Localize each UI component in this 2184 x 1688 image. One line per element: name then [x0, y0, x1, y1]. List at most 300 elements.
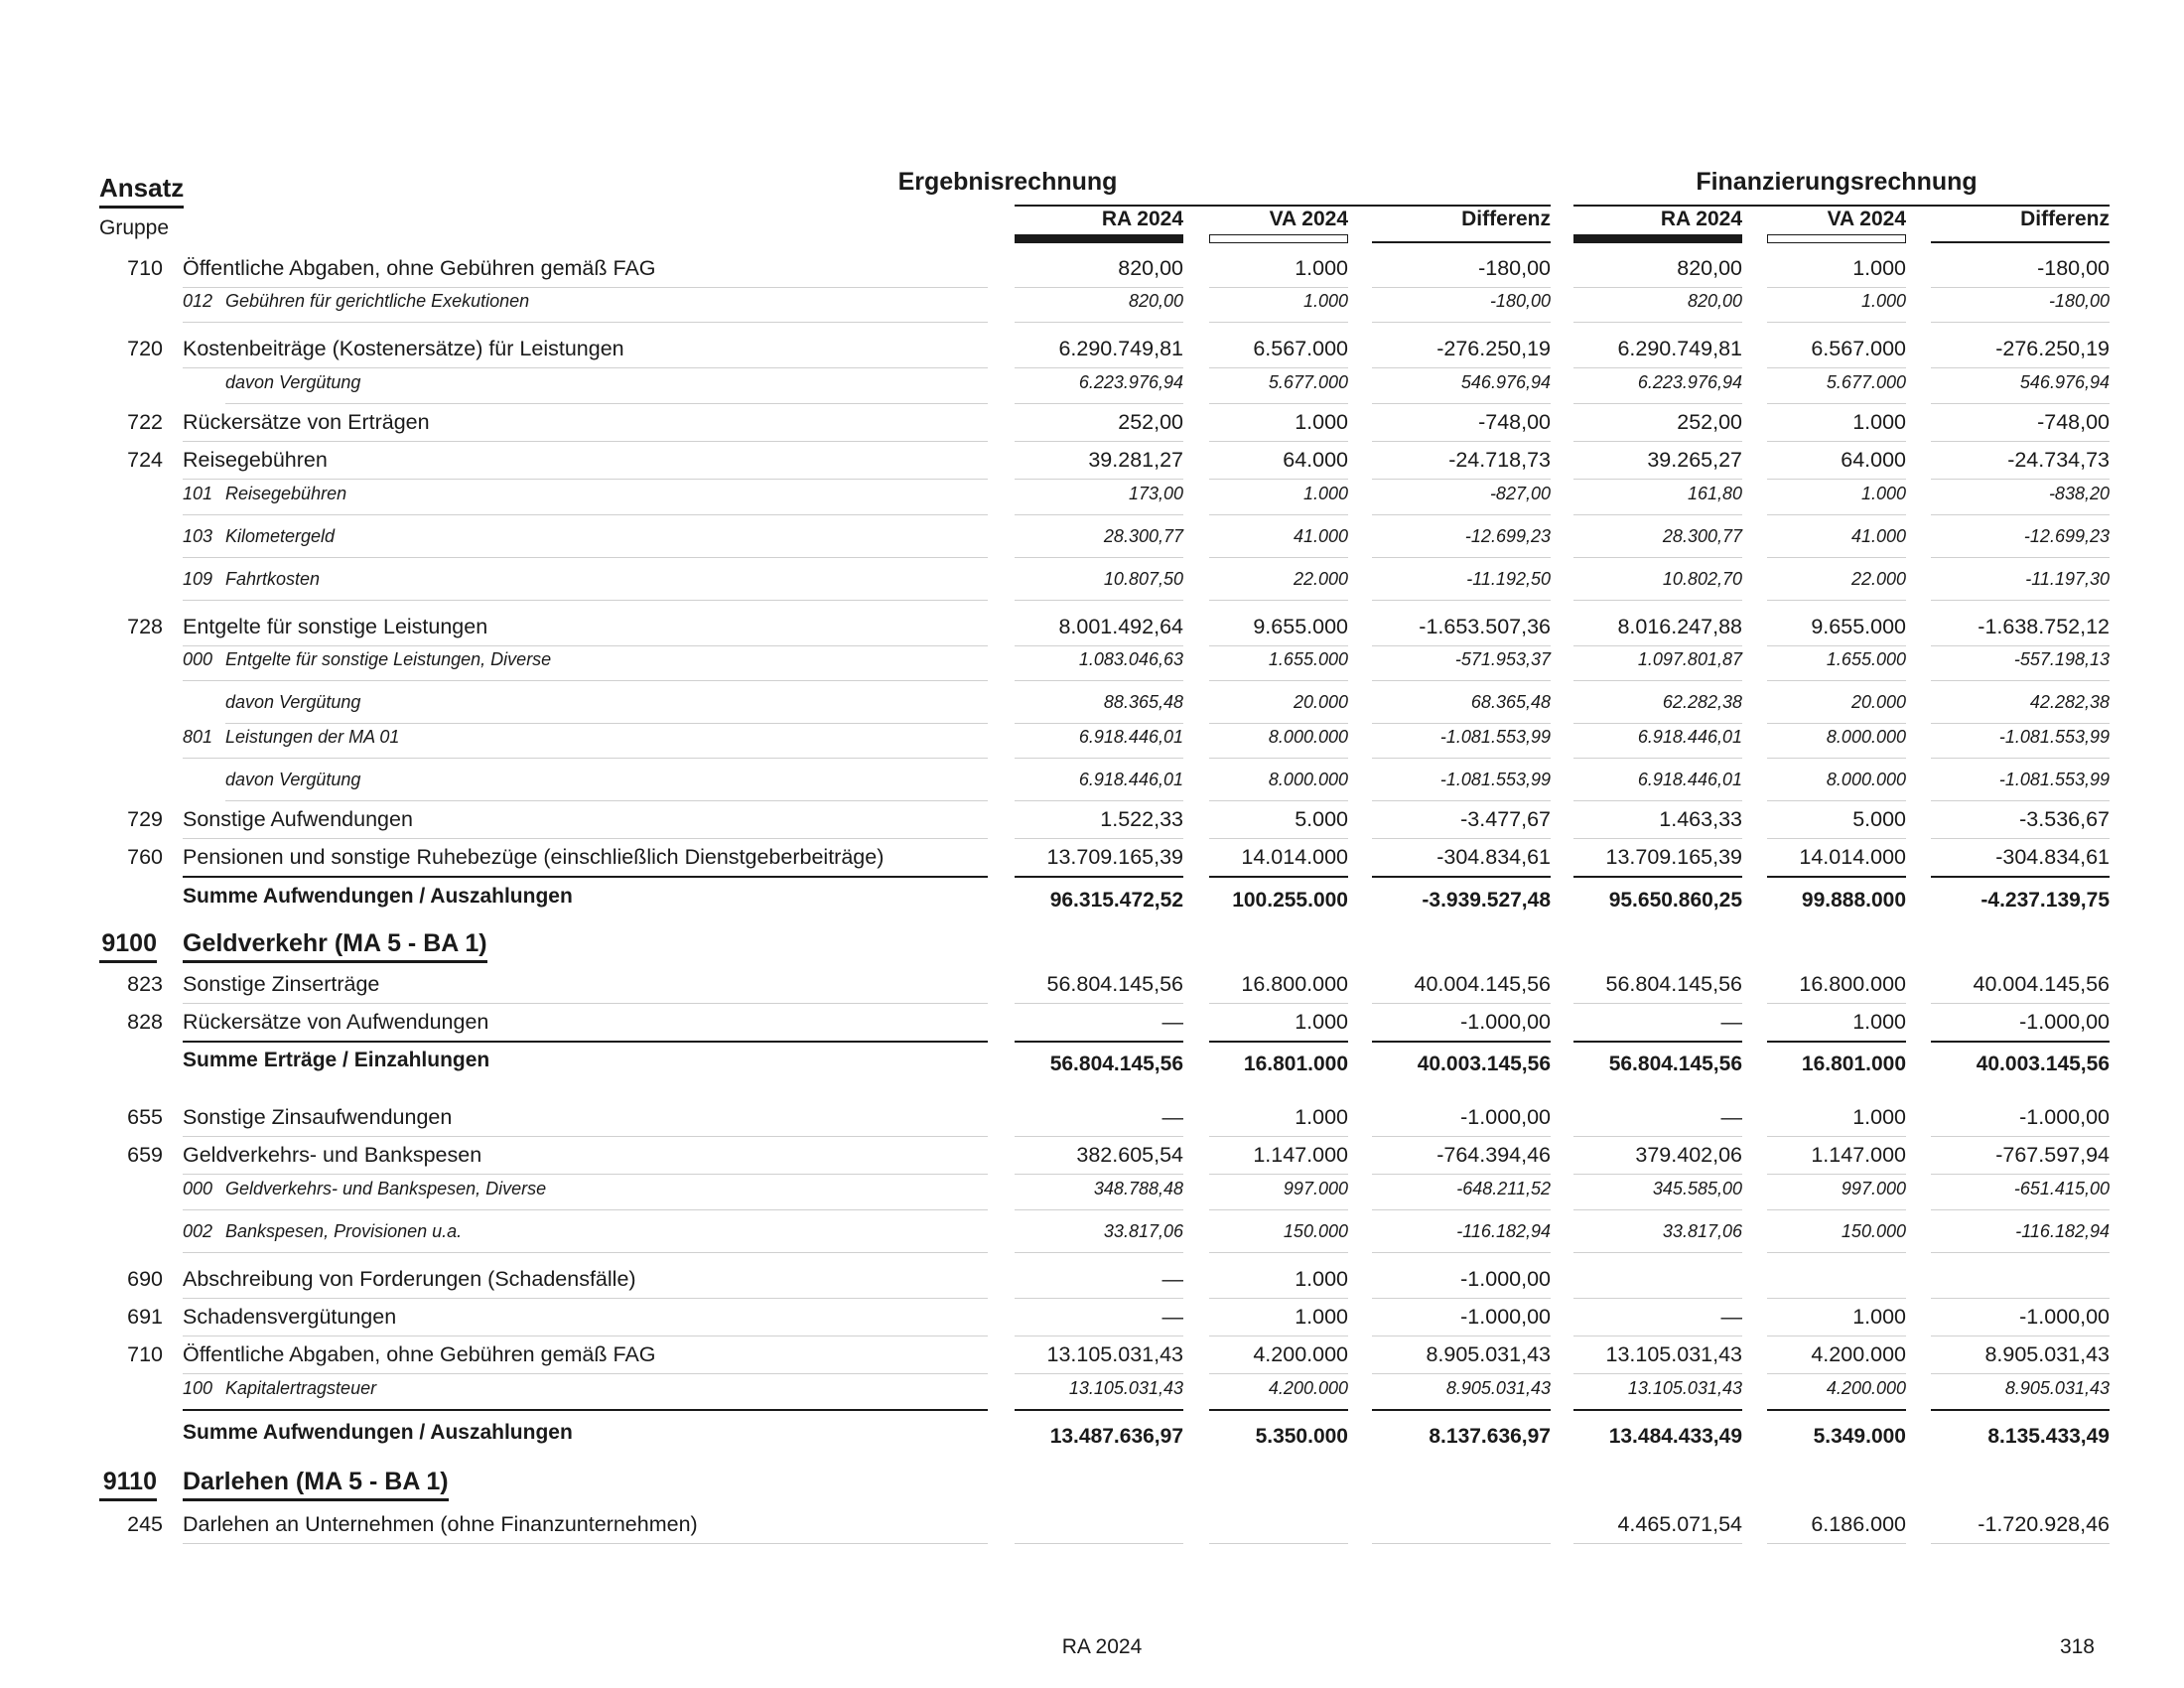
value-cell: 28.300,77: [1103, 526, 1183, 546]
value-cell: 1.000: [1302, 484, 1348, 503]
cell-rule: [1931, 876, 2110, 878]
cell-rule: [1767, 1041, 1906, 1043]
row-rule-thick: [183, 1041, 988, 1043]
cell-rule: [1209, 645, 1348, 646]
cell-rule: [1015, 680, 1183, 681]
cell-rule: [1372, 1174, 1551, 1175]
row-code: 245: [127, 1512, 163, 1536]
value-cell: 64.000: [1841, 448, 1906, 472]
row-rule: [183, 514, 988, 515]
cell-rule: [1372, 322, 1551, 323]
cell-rule: [1015, 800, 1183, 801]
value-cell: 820,00: [1118, 256, 1183, 280]
cell-rule: [1767, 800, 1906, 801]
cell-rule: [1767, 441, 1906, 442]
value-cell: 4.200.000: [1268, 1378, 1348, 1398]
value-cell: -180,00: [2037, 256, 2110, 280]
cell-rule: [1573, 1174, 1742, 1175]
cell-rule: [1015, 441, 1183, 442]
cell-rule: [1209, 1298, 1348, 1299]
value-cell: 13.105.031,43: [1068, 1378, 1183, 1398]
value-cell: -180,00: [1478, 256, 1551, 280]
cell-rule: [1573, 322, 1742, 323]
value-cell: -767.597,94: [1995, 1143, 2110, 1167]
value-cell: —: [1161, 1305, 1183, 1329]
cell-rule: [1767, 322, 1906, 323]
value-cell: 4.200.000: [1826, 1378, 1906, 1398]
cell-rule: [1573, 1041, 1742, 1043]
row-rule: [225, 403, 988, 404]
value-cell: 68.365,48: [1470, 692, 1551, 712]
col-header-ra-2024-e: RA 2024: [1101, 208, 1183, 230]
value-cell: 13.484.433,49: [1608, 1425, 1742, 1448]
section-number: 9100: [99, 929, 157, 963]
row-code: 823: [127, 972, 163, 996]
cell-rule: [1372, 479, 1551, 480]
cell-rule: [1931, 1409, 2110, 1411]
column-header-ansatz: Ansatz: [99, 173, 184, 209]
value-cell: 1.000: [1295, 1010, 1348, 1034]
row-label: Summe Erträge / Einzahlungen: [183, 1049, 490, 1071]
value-cell: -116.182,94: [1456, 1221, 1551, 1241]
row-label: Öffentliche Abgaben, ohne Gebühren gemäß FAG: [183, 256, 656, 280]
cell-rule: [1015, 322, 1183, 323]
value-cell: 14.014.000: [1241, 845, 1348, 869]
row-subcode: 012: [183, 291, 213, 311]
value-cell: 88.365,48: [1103, 692, 1183, 712]
row-label: Reisegebühren: [225, 484, 347, 503]
cell-rule: [1573, 403, 1742, 404]
cell-rule: [1767, 403, 1906, 404]
value-cell: -116.182,94: [2015, 1221, 2110, 1241]
cell-rule: [1209, 1543, 1348, 1544]
value-cell: 5.350.000: [1255, 1425, 1348, 1448]
row-label: Rückersätze von Erträgen: [183, 410, 430, 434]
value-cell: -1.000,00: [1460, 1010, 1551, 1034]
cell-rule: [1015, 557, 1183, 558]
cell-rule: [1573, 1298, 1742, 1299]
cell-rule: [1209, 800, 1348, 801]
value-cell: 1.000: [1852, 256, 1906, 280]
cell-rule: [1931, 1209, 2110, 1210]
value-cell: 9.655.000: [1253, 615, 1348, 638]
row-code: 722: [127, 410, 163, 434]
value-cell: 1.000: [1295, 1305, 1348, 1329]
cell-rule: [1573, 441, 1742, 442]
value-cell: -3.939.527,48: [1422, 889, 1551, 912]
value-cell: 28.300,77: [1662, 526, 1742, 546]
value-cell: 39.265,27: [1647, 448, 1742, 472]
value-cell: 8.905.031,43: [1984, 1342, 2110, 1366]
value-cell: -571.953,37: [1454, 649, 1551, 669]
cell-rule: [1372, 1373, 1551, 1374]
col-header-va-2024-f: VA 2024: [1827, 208, 1906, 230]
value-cell: -3.477,67: [1460, 807, 1551, 831]
cell-rule: [1573, 479, 1742, 480]
value-cell: -180,00: [1489, 291, 1551, 311]
cell-rule: [1372, 287, 1551, 288]
value-cell: 6.186.000: [1811, 1512, 1906, 1536]
value-cell: -1.000,00: [1460, 1105, 1551, 1129]
cell-rule: [1209, 1136, 1348, 1137]
value-cell: -748,00: [1478, 410, 1551, 434]
value-cell: -304.834,61: [1436, 845, 1551, 869]
row-rule: [183, 1373, 988, 1374]
value-cell: 1.147.000: [1811, 1143, 1906, 1167]
value-cell: 1.000: [1302, 291, 1348, 311]
cell-rule: [1372, 441, 1551, 442]
value-cell: 13.709.165,39: [1605, 845, 1742, 869]
row-label: Leistungen der MA 01: [225, 727, 400, 747]
value-cell: 1.000: [1852, 1305, 1906, 1329]
cell-rule: [1573, 600, 1742, 601]
value-cell: -1.081.553,99: [1998, 727, 2110, 747]
cell-rule: [1931, 1298, 2110, 1299]
row-label: Sonstige Aufwendungen: [183, 807, 413, 831]
cell-rule: [1931, 1041, 2110, 1043]
value-cell: —: [1161, 1267, 1183, 1291]
cell-rule: [1767, 1209, 1906, 1210]
cell-rule: [1767, 1174, 1906, 1175]
cell-rule: [1372, 838, 1551, 839]
cell-rule: [1931, 1373, 2110, 1374]
cell-rule: [1573, 1003, 1742, 1004]
cell-rule: [1015, 876, 1183, 878]
value-cell: —: [1720, 1010, 1742, 1034]
cell-rule: [1767, 1373, 1906, 1374]
row-rule: [183, 600, 988, 601]
cell-rule: [1931, 1136, 2110, 1137]
cell-rule: [1209, 758, 1348, 759]
row-code: 710: [127, 1342, 163, 1366]
cell-rule: [1573, 758, 1742, 759]
cell-rule: [1372, 1003, 1551, 1004]
value-cell: 33.817,06: [1103, 1221, 1183, 1241]
legend-bar-ra-e: [1015, 234, 1183, 243]
cell-rule: [1767, 1136, 1906, 1137]
row-code: 655: [127, 1105, 163, 1129]
cell-rule: [1931, 287, 2110, 288]
cell-rule: [1767, 680, 1906, 681]
row-rule-thick: [183, 1409, 988, 1411]
value-cell: -764.394,46: [1436, 1143, 1551, 1167]
row-rule: [183, 479, 988, 480]
col-header-va-2024-e: VA 2024: [1269, 208, 1348, 230]
legend-line-diff-f: [1931, 241, 2110, 243]
value-cell: 6.223.976,94: [1078, 372, 1183, 392]
value-cell: 820,00: [1677, 256, 1742, 280]
cell-rule: [1015, 1543, 1183, 1544]
cell-rule: [1015, 600, 1183, 601]
cell-rule: [1372, 800, 1551, 801]
legend-line-diff-e: [1372, 241, 1551, 243]
value-cell: 13.487.636,97: [1049, 1425, 1183, 1448]
value-cell: -24.734,73: [2007, 448, 2110, 472]
value-cell: 56.804.145,56: [1049, 1053, 1183, 1075]
row-subcode: 101: [183, 484, 213, 503]
value-cell: 4.200.000: [1811, 1342, 1906, 1366]
value-cell: 13.105.031,43: [1605, 1342, 1742, 1366]
value-cell: 150.000: [1841, 1221, 1906, 1241]
cell-rule: [1372, 1543, 1551, 1544]
value-cell: 6.223.976,94: [1637, 372, 1742, 392]
value-cell: -1.081.553,99: [1439, 770, 1551, 789]
value-cell: -276.250,19: [1436, 337, 1551, 360]
row-rule: [183, 1003, 988, 1004]
cell-rule: [1209, 876, 1348, 878]
cell-rule: [1931, 1174, 2110, 1175]
value-cell: 6.918.446,01: [1078, 727, 1183, 747]
value-cell: 95.650.860,25: [1608, 889, 1742, 912]
cell-rule: [1573, 1252, 1742, 1253]
value-cell: 8.000.000: [1268, 727, 1348, 747]
row-rule: [183, 758, 988, 759]
value-cell: 348.788,48: [1093, 1179, 1183, 1198]
cell-rule: [1372, 367, 1551, 368]
value-cell: 8.135.433,49: [1987, 1425, 2110, 1448]
cell-rule: [1931, 1003, 2110, 1004]
cell-rule: [1767, 1409, 1906, 1411]
value-cell: 5.677.000: [1268, 372, 1348, 392]
group-title-finanzierungsrechnung: Finanzierungsrechnung: [1696, 168, 1978, 196]
value-cell: -1.638.752,12: [1978, 615, 2110, 638]
value-cell: -11.192,50: [1466, 569, 1551, 589]
section-title: Geldverkehr (MA 5 - BA 1): [183, 929, 487, 963]
value-cell: 20.000: [1850, 692, 1906, 712]
row-label: Entgelte für sonstige Leistungen: [183, 615, 488, 638]
value-cell: -838,20: [2048, 484, 2110, 503]
value-cell: 9.655.000: [1811, 615, 1906, 638]
value-cell: 41.000: [1293, 526, 1348, 546]
row-rule: [183, 1136, 988, 1137]
cell-rule: [1372, 876, 1551, 878]
cell-rule: [1209, 723, 1348, 724]
section-title: Darlehen (MA 5 - BA 1): [183, 1468, 449, 1501]
cell-rule: [1767, 479, 1906, 480]
row-rule: [183, 1174, 988, 1175]
cell-rule: [1372, 600, 1551, 601]
row-label: Sonstige Zinserträge: [183, 972, 380, 996]
cell-rule: [1015, 838, 1183, 839]
value-cell: -651.415,00: [2013, 1179, 2110, 1198]
row-subcode: 103: [183, 526, 213, 546]
cell-rule: [1767, 367, 1906, 368]
section-number: 9110: [99, 1468, 157, 1501]
cell-rule: [1767, 1543, 1906, 1544]
value-cell: —: [1720, 1105, 1742, 1129]
value-cell: -12.699,23: [1464, 526, 1551, 546]
row-subcode: 109: [183, 569, 213, 589]
value-cell: 8.905.031,43: [2004, 1378, 2110, 1398]
cell-rule: [1372, 557, 1551, 558]
cell-rule: [1573, 800, 1742, 801]
cell-rule: [1573, 1409, 1742, 1411]
value-cell: -12.699,23: [2023, 526, 2110, 546]
cell-rule: [1209, 1373, 1348, 1374]
cell-rule: [1015, 1298, 1183, 1299]
value-cell: 8.001.492,64: [1058, 615, 1183, 638]
cell-rule: [1015, 1252, 1183, 1253]
row-rule: [183, 557, 988, 558]
value-cell: -276.250,19: [1995, 337, 2110, 360]
value-cell: 22.000: [1293, 569, 1348, 589]
value-cell: 13.709.165,39: [1046, 845, 1183, 869]
row-rule: [183, 838, 988, 839]
value-cell: -1.653.507,36: [1419, 615, 1551, 638]
legend-bar-ra-f: [1573, 234, 1742, 243]
row-code: 828: [127, 1010, 163, 1034]
value-cell: 1.000: [1295, 256, 1348, 280]
row-label: davon Vergütung: [225, 692, 361, 712]
row-label: davon Vergütung: [225, 372, 361, 392]
cell-rule: [1931, 758, 2110, 759]
cell-rule: [1573, 514, 1742, 515]
value-cell: -827,00: [1489, 484, 1551, 503]
cell-rule: [1209, 1409, 1348, 1411]
cell-rule: [1573, 1136, 1742, 1137]
cell-rule: [1209, 287, 1348, 288]
row-rule: [225, 723, 988, 724]
value-cell: 1.655.000: [1826, 649, 1906, 669]
value-cell: -304.834,61: [1995, 845, 2110, 869]
cell-rule: [1767, 1298, 1906, 1299]
cell-rule: [1767, 876, 1906, 878]
cell-rule: [1209, 1209, 1348, 1210]
value-cell: 6.567.000: [1811, 337, 1906, 360]
value-cell: 16.801.000: [1801, 1053, 1906, 1075]
row-label: davon Vergütung: [225, 770, 361, 789]
cell-rule: [1573, 838, 1742, 839]
value-cell: 6.290.749,81: [1617, 337, 1742, 360]
cell-rule: [1209, 367, 1348, 368]
cell-rule: [1931, 838, 2110, 839]
row-code: 659: [127, 1143, 163, 1167]
row-subcode: 000: [183, 1179, 213, 1198]
row-label: Entgelte für sonstige Leistungen, Diverse: [225, 649, 552, 669]
value-cell: 252,00: [1118, 410, 1183, 434]
cell-rule: [1372, 758, 1551, 759]
cell-rule: [1015, 1003, 1183, 1004]
cell-rule: [1573, 367, 1742, 368]
value-cell: 8.905.031,43: [1426, 1342, 1551, 1366]
value-cell: 8.000.000: [1826, 727, 1906, 747]
cell-rule: [1931, 1252, 2110, 1253]
value-cell: 820,00: [1128, 291, 1183, 311]
cell-rule: [1573, 876, 1742, 878]
value-cell: 100.255.000: [1232, 889, 1348, 912]
row-label: Kapitalertragsteuer: [225, 1378, 377, 1398]
row-rule: [183, 1209, 988, 1210]
cell-rule: [1372, 1252, 1551, 1253]
cell-rule: [1372, 723, 1551, 724]
cell-rule: [1015, 723, 1183, 724]
row-rule: [183, 1298, 988, 1299]
row-label: Öffentliche Abgaben, ohne Gebühren gemäß FAG: [183, 1342, 656, 1366]
cell-rule: [1931, 723, 2110, 724]
group-title-ergebnisrechnung: Ergebnisrechnung: [897, 168, 1118, 196]
value-cell: 40.003.145,56: [1976, 1053, 2110, 1075]
cell-rule: [1573, 723, 1742, 724]
cell-rule: [1573, 1209, 1742, 1210]
header-rule-finanzierung: [1573, 205, 2110, 207]
value-cell: 5.677.000: [1826, 372, 1906, 392]
cell-rule: [1209, 441, 1348, 442]
cell-rule: [1931, 514, 2110, 515]
value-cell: 16.800.000: [1799, 972, 1906, 996]
value-cell: 1.000: [1852, 1010, 1906, 1034]
cell-rule: [1015, 1136, 1183, 1137]
row-subcode: 801: [183, 727, 213, 747]
value-cell: 62.282,38: [1662, 692, 1742, 712]
value-cell: -1.000,00: [2019, 1105, 2110, 1129]
value-cell: 6.918.446,01: [1637, 770, 1742, 789]
cell-rule: [1767, 723, 1906, 724]
value-cell: -1.000,00: [2019, 1305, 2110, 1329]
value-cell: 382.605,54: [1076, 1143, 1183, 1167]
value-cell: 13.105.031,43: [1046, 1342, 1183, 1366]
value-cell: 20.000: [1293, 692, 1348, 712]
row-code: 724: [127, 448, 163, 472]
cell-rule: [1209, 403, 1348, 404]
value-cell: —: [1161, 1010, 1183, 1034]
cell-rule: [1573, 287, 1742, 288]
value-cell: 1.147.000: [1253, 1143, 1348, 1167]
cell-rule: [1015, 1209, 1183, 1210]
value-cell: 1.000: [1860, 484, 1906, 503]
value-cell: -648.211,52: [1456, 1179, 1551, 1198]
page-number: 318: [2059, 1635, 2095, 1658]
value-cell: 10.807,50: [1103, 569, 1183, 589]
cell-rule: [1209, 1174, 1348, 1175]
row-code: 710: [127, 256, 163, 280]
row-label: Darlehen an Unternehmen (ohne Finanzunternehmen): [183, 1512, 698, 1536]
value-cell: 96.315.472,52: [1049, 889, 1183, 912]
cell-rule: [1209, 600, 1348, 601]
value-cell: -3.536,67: [2019, 807, 2110, 831]
row-rule: [225, 800, 988, 801]
col-header-ra-2024-f: RA 2024: [1660, 208, 1742, 230]
footer-title: RA 2024: [1061, 1635, 1143, 1658]
cell-rule: [1209, 838, 1348, 839]
cell-rule: [1931, 600, 2110, 601]
cell-rule: [1573, 557, 1742, 558]
row-code: 760: [127, 845, 163, 869]
cell-rule: [1931, 645, 2110, 646]
row-label: Kostenbeiträge (Kostenersätze) für Leistungen: [183, 337, 624, 360]
value-cell: 1.000: [1295, 410, 1348, 434]
value-cell: 56.804.145,56: [1046, 972, 1183, 996]
row-rule: [183, 1252, 988, 1253]
value-cell: 8.016.247,88: [1617, 615, 1742, 638]
cell-rule: [1015, 367, 1183, 368]
value-cell: 1.000: [1852, 410, 1906, 434]
cell-rule: [1372, 403, 1551, 404]
cell-rule: [1372, 1298, 1551, 1299]
value-cell: 40.004.145,56: [1973, 972, 2110, 996]
value-cell: 5.000: [1852, 807, 1906, 831]
row-code: 691: [127, 1305, 163, 1329]
value-cell: -1.000,00: [1460, 1267, 1551, 1291]
legend-bar-va-e: [1209, 234, 1348, 243]
value-cell: 1.522,33: [1100, 807, 1183, 831]
row-label: Geldverkehrs- und Bankspesen, Diverse: [225, 1179, 547, 1198]
value-cell: 14.014.000: [1799, 845, 1906, 869]
value-cell: 997.000: [1283, 1179, 1348, 1198]
value-cell: 161,80: [1687, 484, 1742, 503]
row-rule: [183, 1543, 988, 1544]
value-cell: 64.000: [1283, 448, 1348, 472]
value-cell: 40.004.145,56: [1414, 972, 1551, 996]
